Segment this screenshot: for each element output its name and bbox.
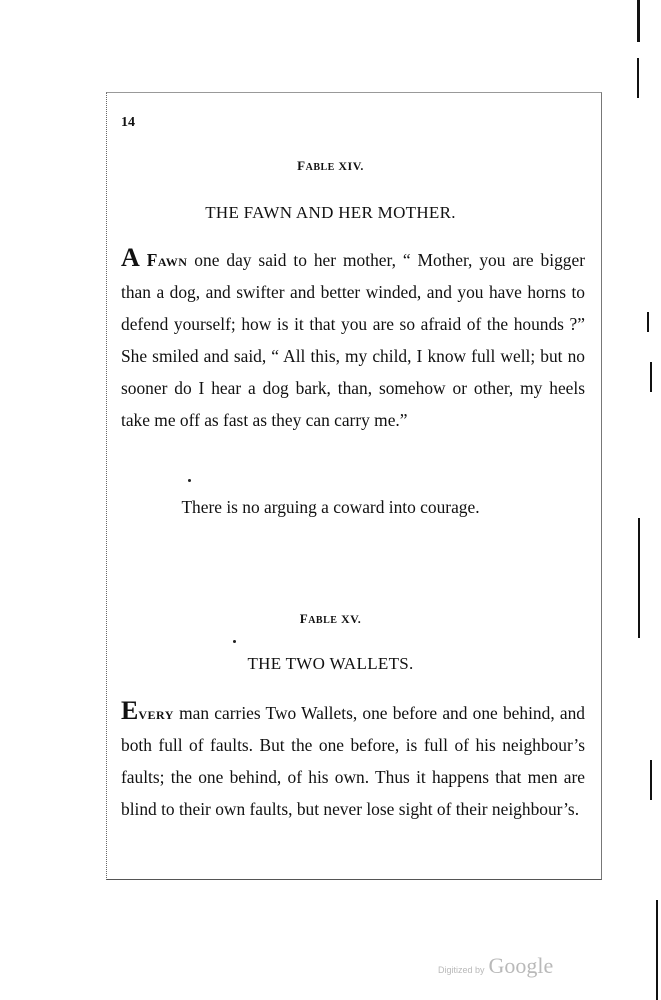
fable-label [0, 158, 661, 174]
fable-label-word: ABLE [305, 162, 335, 173]
scan-edge-mark [647, 312, 649, 332]
fable-numeral: XV. [340, 612, 362, 626]
scan-edge-mark [656, 900, 658, 1000]
fable-label [0, 611, 661, 627]
lead-word: Fawn [146, 250, 188, 270]
fable-label-word: ABLE [308, 615, 338, 626]
scan-edge-mark [637, 0, 640, 42]
print-speck [188, 479, 191, 482]
lead-word: very [138, 703, 174, 723]
scan-edge-mark [638, 518, 640, 638]
scan-edge-mark [637, 58, 639, 98]
scan-edge-mark [650, 362, 652, 392]
digitized-by-google-watermark [438, 953, 553, 979]
print-speck [233, 640, 236, 643]
fable-label-initial: F [299, 611, 309, 626]
fable-numeral: XIV. [338, 159, 364, 173]
fable-title: THE FAWN AND HER MOTHER. [205, 203, 456, 222]
fable-body [121, 244, 585, 436]
drop-cap: A [121, 243, 140, 272]
fable-body-text: man carries Two Wallets, one before and one behind, and both full of faults. But the one before, is full of his neighbour’s faults; the one behind, of his own. Thus it happens that men are blind to their own faults, but never lose sight of their neighbour’s. [121, 703, 585, 819]
google-logo: Google [488, 953, 554, 978]
scan-edge-mark [650, 760, 652, 800]
fable-title: THE TWO WALLETS. [247, 654, 414, 673]
fable-moral: There is no arguing a coward into courage. [181, 497, 480, 517]
page-number: 14 [121, 115, 135, 130]
fable-body [121, 697, 585, 825]
drop-cap: E [121, 696, 139, 725]
fable-body-text: one day said to her mother, “ Mother, you are bigger than a dog, and swifter and better winded, and you have horns to defend yourself; how is it that you are so afraid of the hounds ?” She smiled and said, “ All this, my child, I know full well; but no sooner do I hear a dog bark, than, somehow or other, my heels take me off as fast as they can carry me.” [121, 250, 585, 430]
fable-label-initial: F [297, 158, 306, 173]
watermark-prefix: Digitized by [438, 965, 485, 975]
